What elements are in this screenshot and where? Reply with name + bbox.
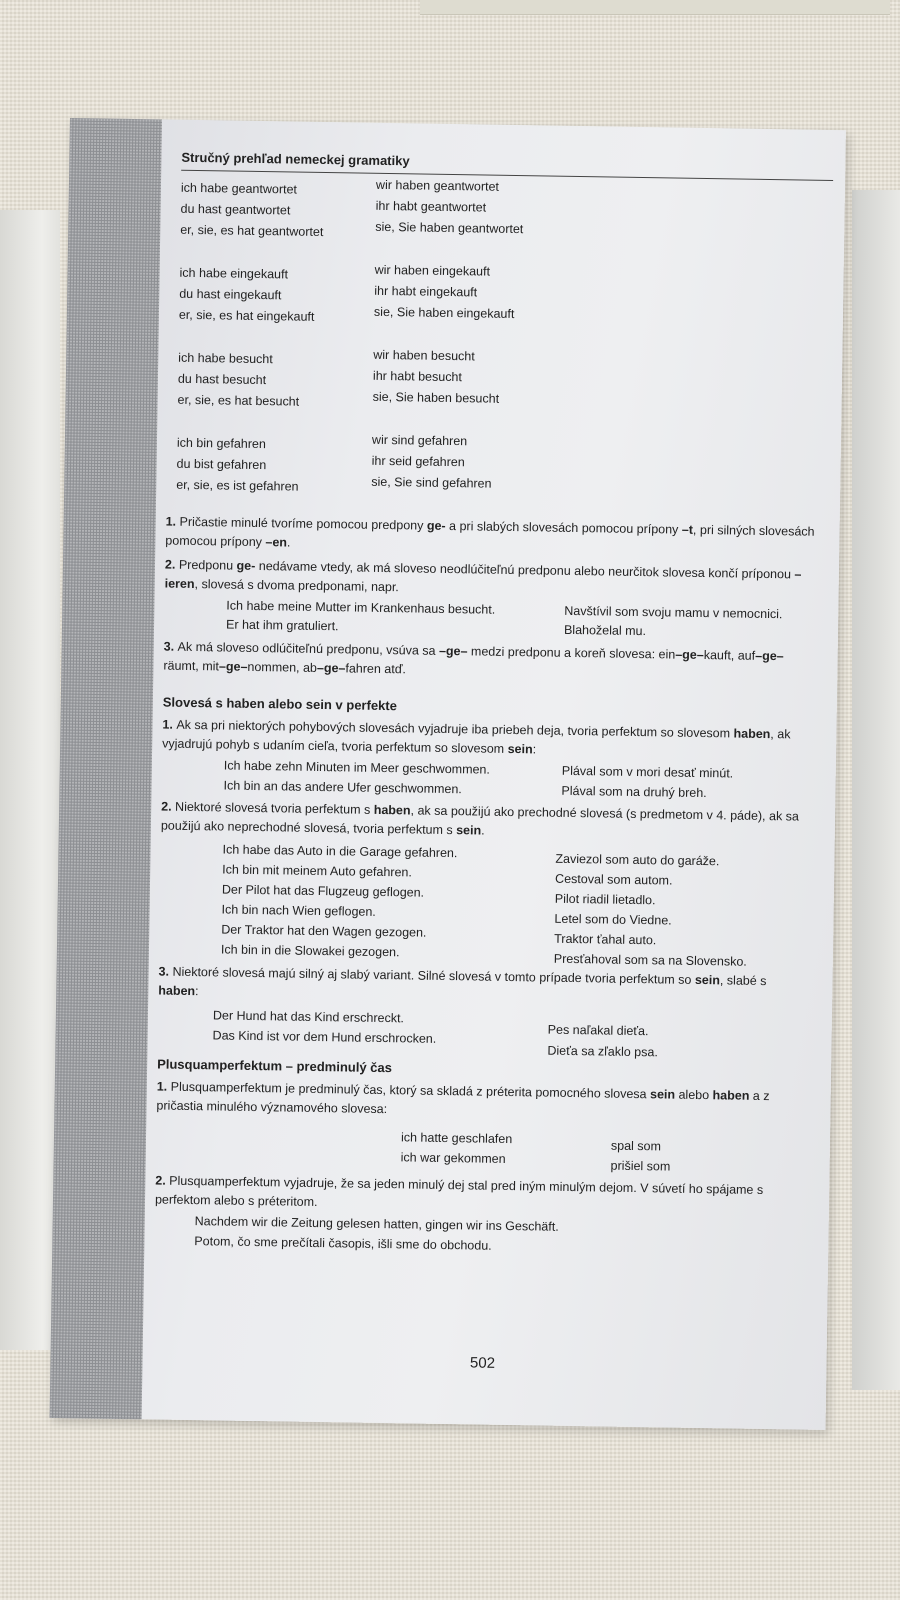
conj-right-1: [375, 175, 524, 240]
section1-item-2: [161, 798, 812, 846]
conj-line: sie, Sie haben besucht: [372, 389, 500, 406]
conj-line: sie, Sie haben geantwortet: [375, 219, 524, 237]
conj-line: ich bin gefahren: [176, 435, 266, 452]
note-text: , pri silných slovesách pomocou prípony: [165, 522, 815, 550]
example-sk: Pes naľakal dieťa.: [547, 1022, 649, 1039]
note-text: Niektoré slovesá majú silný aj slabý variant. Silné slovesá v tomto prípade tvoria perfektum so: [172, 964, 696, 987]
example-de: Der Pilot hat das Flugzeug geflogen.: [221, 882, 425, 900]
conj-line: wir haben geantwortet: [375, 177, 500, 194]
example-sk: Presťahoval som sa na Slovensko.: [553, 951, 747, 969]
example-de: Ich habe meine Mutter im Krankenhaus besucht.: [226, 598, 496, 617]
note-text: , ak vyjadrujú pohyb s udaním cieľa, tvoria perfektum so slovesom: [162, 727, 791, 756]
emphasis-text: haben: [373, 802, 411, 818]
note-text: nedávame vtedy, ak má sloveso neodlúčiteľnú predponu alebo neurčitok slovesa končí príponou: [255, 558, 795, 582]
emphasis-text: –ge–: [316, 660, 346, 676]
item-number: 2.: [164, 557, 180, 572]
example-sk: Plával som na druhý breh.: [561, 783, 707, 801]
section2-item-1: [156, 1077, 807, 1125]
page-gutter-band: [50, 118, 162, 1419]
example-sk: Traktor ťahal auto.: [554, 931, 657, 948]
example-sk: Blahoželal mu.: [563, 622, 647, 639]
emphasis-text: sein: [649, 1087, 676, 1102]
emphasis-text: –t: [681, 522, 694, 537]
example-de: Ich habe zehn Minuten im Meer geschwommen.: [223, 758, 491, 777]
note-text: .: [481, 823, 485, 838]
conj-line: wir sind gefahren: [371, 432, 468, 449]
example-de: Nachdem wir die Zeitung gelesen hatten, gingen wir ins Geschäft.: [194, 1214, 559, 1234]
page-number: 502: [469, 1354, 496, 1372]
note-text: medzi predponu a koreň slovesa: ein: [467, 644, 676, 662]
note-text: :: [195, 984, 199, 999]
emphasis-text: –ieren: [164, 567, 802, 592]
example-sk: Letel som do Viedne.: [554, 911, 672, 928]
conj-line: ihr habt geantwortet: [375, 198, 487, 215]
conj-line: er, sie, es hat eingekauft: [178, 307, 315, 324]
running-head: Stručný prehľad nemeckej gramatiky: [181, 149, 410, 169]
grammar-note-1: [165, 513, 816, 561]
emphasis-text: sein: [456, 823, 482, 838]
item-number: 2.: [155, 1173, 170, 1188]
conj-line: er, sie, es ist gefahren: [176, 477, 299, 494]
conj-line: ich habe eingekauft: [179, 265, 289, 282]
item-number: 1.: [156, 1079, 171, 1094]
conj-right-4: [371, 430, 492, 495]
note-text: , slovesá s dvoma predponami, napr.: [194, 577, 399, 595]
emphasis-text: haben: [712, 1088, 750, 1103]
note-text: a pri slabých slovesách pomocou prípony: [445, 518, 682, 537]
example-sk: Plával som v mori desať minút.: [561, 763, 734, 781]
conj-line: du hast besucht: [177, 371, 267, 388]
note-text: Predponu: [178, 557, 237, 573]
note-text: räumt, mit: [163, 658, 220, 674]
conj-left-1: [180, 178, 324, 243]
conj-line: ich habe geantwortet: [180, 180, 298, 197]
example-de: Ich bin in die Slowakei gezogen.: [220, 942, 400, 960]
emphasis-text: haben: [158, 983, 196, 999]
item-number: 2.: [161, 799, 176, 814]
book-page-edges: [0, 210, 60, 1350]
conj-left-3: [177, 348, 300, 413]
page-content: [152, 120, 832, 1430]
item-number: 3.: [163, 639, 178, 654]
note-text: Niektoré slovesá tvoria perfektum s: [174, 799, 374, 817]
example-de: Der Traktor hat den Wagen gezogen.: [221, 922, 427, 940]
emphasis-text: –ge–: [755, 648, 784, 664]
note-text: nommen, ab: [247, 659, 318, 675]
note-text: , ak sa použijú ako prechodné slovesá (s predmetom v 4. páde), ak sa použijú ako neprechodné slovesá, tvoria perfektum s: [160, 803, 800, 838]
conj-line: sie, Sie sind gefahren: [371, 474, 492, 491]
conj-left-4: [176, 433, 299, 498]
section-title-haben-sein: Slovesá s haben alebo sein v perfekte: [162, 694, 398, 714]
conj-line: ich habe besucht: [178, 350, 273, 367]
conj-line: sie, Sie haben eingekauft: [373, 304, 515, 322]
emphasis-text: ge-: [236, 558, 256, 573]
emphasis-text: –ge–: [438, 643, 468, 659]
note-text: a z pričastia minulého významového slovesa:: [156, 1088, 770, 1117]
conj-line: wir haben besucht: [373, 347, 475, 364]
emphasis-text: sein: [694, 972, 721, 988]
conj-line: er, sie, es hat geantwortet: [180, 222, 324, 239]
note-text: .: [286, 535, 291, 550]
note-text: kauft, auf: [703, 648, 756, 663]
example-de: Ich bin mit meinem Auto gefahren.: [222, 862, 412, 880]
note-text: Ak má sloveso odlúčiteľnú predponu, vsúva sa: [177, 639, 440, 658]
conj-right-2: [374, 260, 515, 325]
emphasis-text: sein: [507, 741, 533, 757]
conj-right-3: [372, 345, 499, 410]
note-text: Plusquamperfektum vyjadruje, že sa jeden minulý dej stal pred iným minulým dejom. V súvetí ho spájame s perfektom alebo s préteritom.: [154, 1173, 764, 1210]
background-paper-strip: [420, 0, 890, 15]
example-de: Ich bin nach Wien geflogen.: [221, 902, 376, 919]
note-text: fahren atď.: [345, 661, 407, 677]
emphasis-text: ge-: [426, 518, 446, 533]
grammar-note-3: [163, 638, 814, 686]
emphasis-text: –ge–: [675, 647, 704, 663]
emphasis-text: –ge–: [218, 659, 248, 674]
conj-line: er, sie, es hat besucht: [177, 392, 300, 409]
example-sk: Pilot riadil lietadlo.: [554, 891, 656, 908]
example-sk: Navštívil som svoju mamu v nemocnici.: [564, 603, 783, 622]
item-number: 3.: [158, 964, 173, 979]
conj-line: ihr habt besucht: [372, 368, 463, 385]
conj-line: wir haben eingekauft: [374, 262, 491, 279]
conj-left-2: [179, 263, 315, 328]
example-sk: prišiel som: [610, 1158, 671, 1174]
emphasis-text: –en: [265, 535, 288, 550]
example-de: Er hat ihm gratuliert.: [225, 617, 339, 634]
conj-line: ihr habt eingekauft: [374, 283, 478, 300]
item-number: 1.: [165, 514, 180, 529]
example-sk: Zaviezol som auto do garáže.: [555, 851, 720, 869]
note-text: Ak sa pri niektorých pohybových slovesách vyjadruje iba priebeh deja, tvoria perfektum so slovesom: [176, 717, 734, 741]
example-de: Ich bin an das andere Ufer geschwommen.: [223, 778, 462, 797]
conj-line: ihr seid gefahren: [371, 453, 465, 470]
section-title-plusquamperfektum: Plusquamperfektum – predminulý čas: [157, 1056, 393, 1076]
book-page: [50, 118, 846, 1430]
example-de: ich hatte geschlafen: [400, 1130, 513, 1147]
item-number: 1.: [162, 717, 177, 732]
conj-line: du hast eingekauft: [179, 286, 282, 303]
note-text: Pričastie minulé tvoríme pomocou predpony: [179, 514, 428, 533]
adjacent-page-edge: [852, 190, 900, 1390]
note-text: , slabé s: [719, 973, 767, 989]
example-sk: Potom, čo sme prečítali časopis, išli sme do obchodu.: [194, 1234, 492, 1253]
example-de: Ich habe das Auto in die Garage gefahren.: [222, 842, 458, 861]
note-text: Plusquamperfektum je predminulý čas, ktorý sa skladá z préterita pomocného slovesa: [170, 1079, 651, 1102]
note-text: alebo: [674, 1087, 713, 1103]
example-de: Der Hund hat das Kind erschreckt.: [212, 1008, 405, 1026]
conj-line: du hast geantwortet: [180, 201, 291, 218]
example-de: ich war gekommen: [400, 1150, 506, 1166]
example-sk: Cestoval som autom.: [555, 871, 673, 888]
note-text: :: [532, 742, 537, 757]
conj-line: du bist gefahren: [176, 456, 267, 473]
emphasis-text: haben: [733, 726, 771, 742]
example-sk: spal som: [610, 1138, 662, 1154]
example-sk: Dieťa sa zľaklo psa.: [547, 1043, 658, 1060]
example-de: Das Kind ist vor dem Hund erschrocken.: [212, 1028, 437, 1046]
